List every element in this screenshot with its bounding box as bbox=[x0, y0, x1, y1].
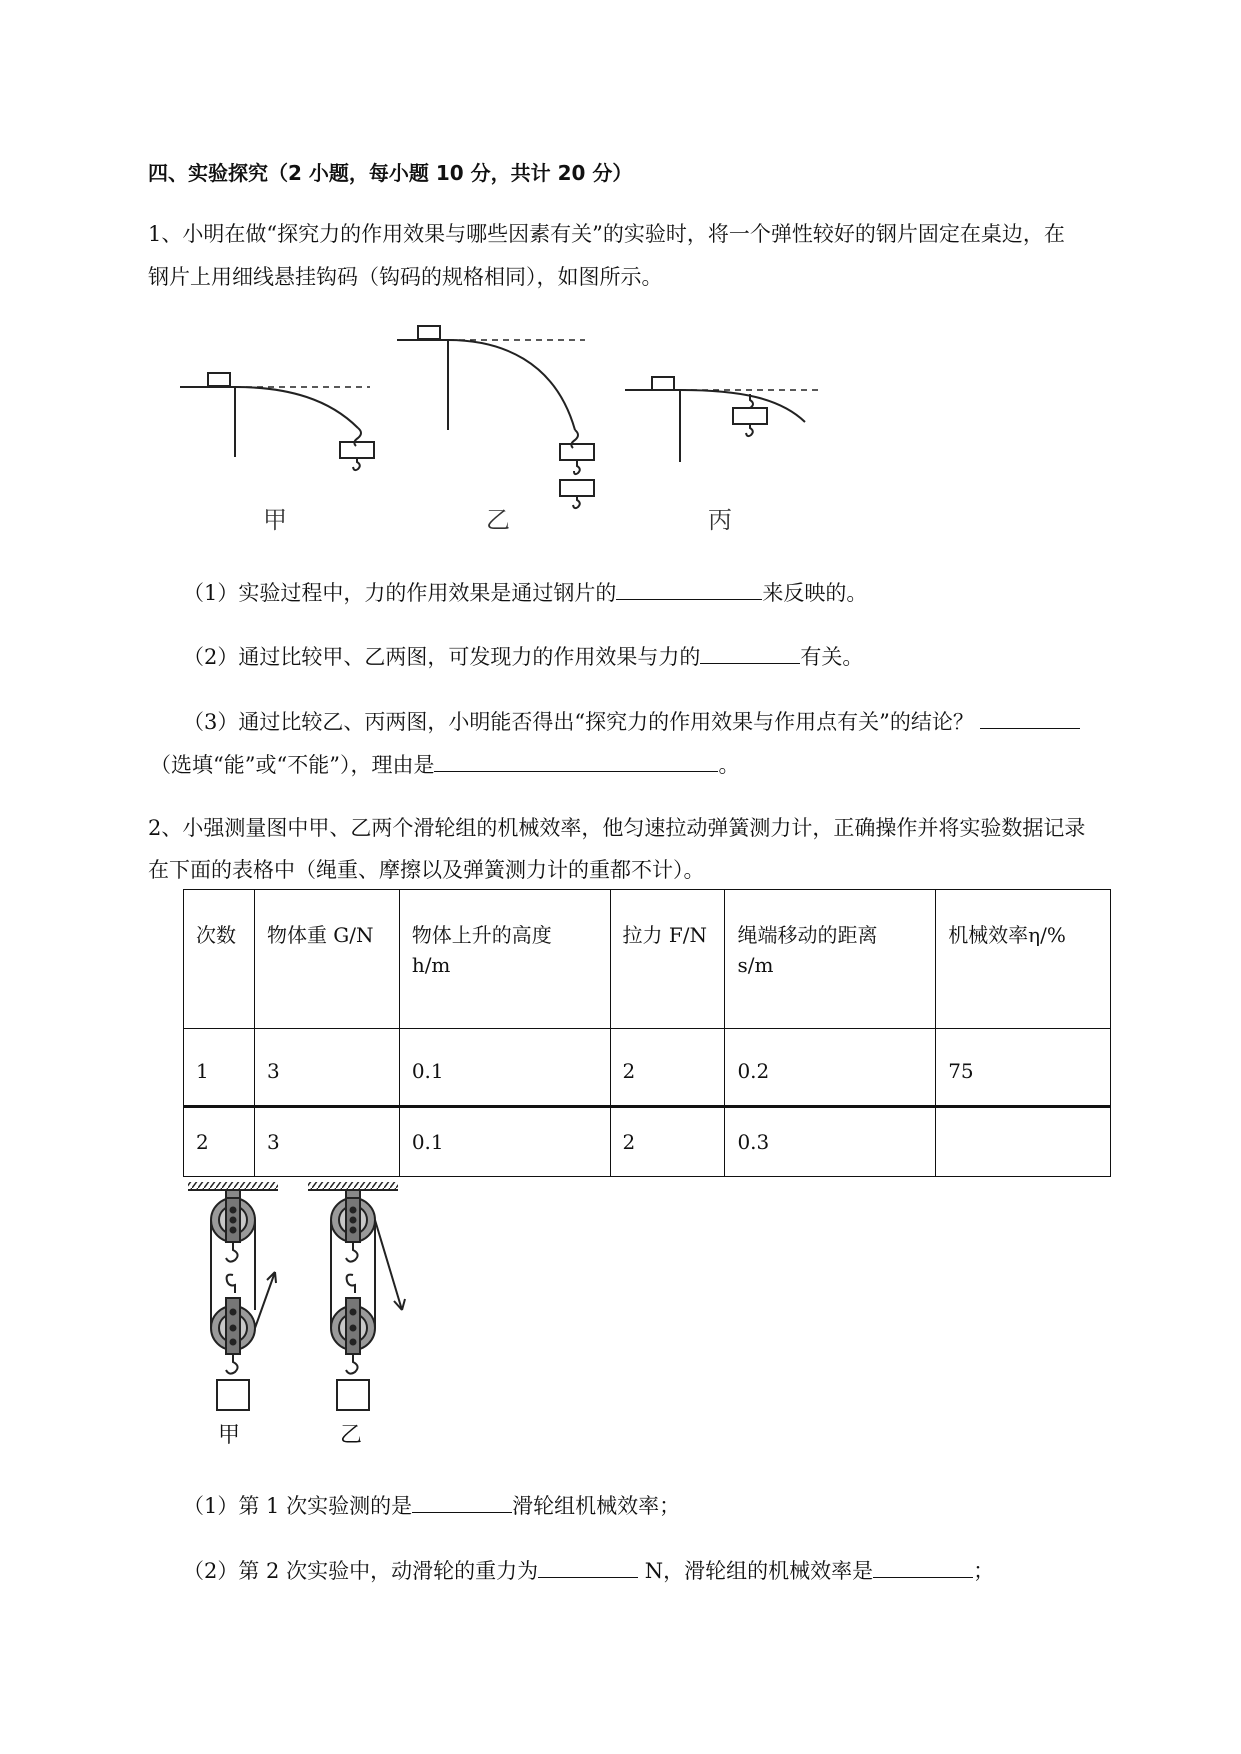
table-cell: 2 bbox=[610, 1029, 725, 1107]
table-cell: 3 bbox=[254, 1029, 399, 1107]
q1-sub2-blank[interactable] bbox=[700, 641, 800, 664]
q1-intro-line1: 1、小明在做“探究力的作用效果与哪些因素有关”的实验时，将一个弹性较好的钢片固定在桌边，在 bbox=[148, 222, 1065, 246]
table-cell: 75 bbox=[936, 1029, 1111, 1107]
q1-sub3-line1 bbox=[183, 706, 1080, 737]
q1-sub2-suffix: 有关。 bbox=[800, 645, 864, 669]
q1-sub2 bbox=[183, 641, 863, 672]
figure2-label-yi: 乙 bbox=[340, 1423, 363, 1448]
q1-sub3-line2-suffix: 。 bbox=[718, 753, 740, 777]
q1-sub3-line2-prefix: （选填“能”或“不能”），理由是 bbox=[150, 753, 435, 777]
q2-sub1-suffix: 滑轮组机械效率； bbox=[512, 1494, 681, 1518]
table-cell[interactable] bbox=[936, 1107, 1111, 1177]
q2-sub1 bbox=[183, 1490, 680, 1521]
q1-sub3-text: （3）通过比较乙、丙两图，小明能否得出“探究力的作用效果与作用点有关”的结论？ bbox=[183, 710, 974, 734]
q2-sub1-prefix: （1）第 1 次实验测的是 bbox=[183, 1494, 413, 1518]
q1-sub1-blank[interactable] bbox=[616, 577, 762, 600]
q2-intro-line2: 在下面的表格中（绳重、摩擦以及弹簧测力计的重都不计）。 bbox=[148, 858, 705, 882]
header-cell: 次数 bbox=[184, 890, 255, 1029]
table-cell: 0.2 bbox=[725, 1029, 936, 1107]
experiment-data-table bbox=[183, 889, 1111, 1177]
table-cell: 0.1 bbox=[399, 1107, 610, 1177]
q1-sub2-prefix: （2）通过比较甲、乙两图，可发现力的作用效果与力的 bbox=[183, 645, 701, 669]
q2-sub2 bbox=[183, 1555, 994, 1586]
q2-sub2-suffix: ； bbox=[973, 1559, 995, 1583]
table-cell: 3 bbox=[254, 1107, 399, 1177]
figure1-label-yi: 乙 bbox=[486, 506, 510, 534]
figure1-label-jia: 甲 bbox=[263, 506, 287, 534]
table-cell: 0.1 bbox=[399, 1029, 610, 1107]
q1-sub1 bbox=[183, 577, 867, 608]
q1-sub3-blank2[interactable] bbox=[434, 749, 718, 772]
q1-sub3-line2 bbox=[150, 749, 739, 780]
table-cell: 2 bbox=[610, 1107, 725, 1177]
q2-sub2-blank2[interactable] bbox=[873, 1555, 973, 1578]
q2-intro-line1: 2、小强测量图中甲、乙两个滑轮组的机械效率，他匀速拉动弹簧测力计，正确操作并将实验数据记录 bbox=[148, 816, 1086, 840]
table-row bbox=[184, 1029, 1111, 1107]
header-cell: 机械效率η/% bbox=[936, 890, 1111, 1029]
header-cell: 拉力 F/N bbox=[610, 890, 725, 1029]
header-cell: 物体重 G/N bbox=[254, 890, 399, 1029]
q2-sub1-blank[interactable] bbox=[412, 1490, 512, 1513]
q1-intro-line2: 钢片上用细线悬挂钩码（钩码的规格相同），如图所示。 bbox=[148, 265, 663, 289]
table-cell: 2 bbox=[184, 1107, 255, 1177]
table-header-row bbox=[184, 890, 1111, 1029]
header-cell: 绳端移动的距离 s/m bbox=[725, 890, 936, 1029]
table-row bbox=[184, 1107, 1111, 1177]
header-cell: 物体上升的高度 h/m bbox=[399, 890, 610, 1029]
q1-sub3-blank1[interactable] bbox=[980, 706, 1080, 729]
q2-sub2-prefix: （2）第 2 次实验中，动滑轮的重力为 bbox=[183, 1559, 539, 1583]
section-title: 四、实验探究（2 小题，每小题 10 分，共计 20 分） bbox=[148, 161, 633, 185]
q2-sub2-blank1[interactable] bbox=[538, 1555, 638, 1578]
table-cell: 1 bbox=[184, 1029, 255, 1107]
q1-sub1-prefix: （1）实验过程中，力的作用效果是通过钢片的 bbox=[183, 581, 617, 605]
table-cell: 0.3 bbox=[725, 1107, 936, 1177]
figure2-label-jia: 甲 bbox=[218, 1423, 241, 1448]
q1-sub1-suffix: 来反映的。 bbox=[762, 581, 868, 605]
q2-sub2-mid: N，滑轮组的机械效率是 bbox=[638, 1559, 874, 1583]
figure1-label-bing: 丙 bbox=[708, 506, 732, 534]
